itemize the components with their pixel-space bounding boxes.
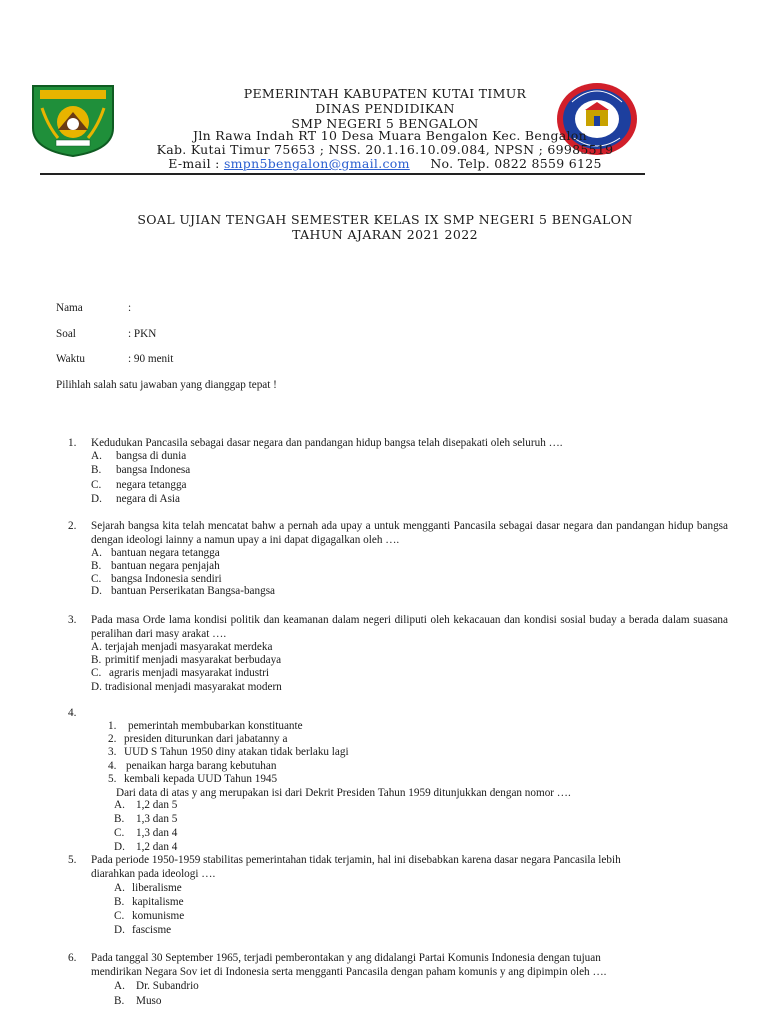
option	[91, 681, 282, 695]
option	[91, 450, 186, 464]
question-text: Dari data di atas y ang merupakan isi dari Dekrit Presiden Tahun 1959 ditunjukkan dengan nomor ….	[116, 787, 571, 799]
soal-value: : PKN	[128, 328, 157, 340]
option: D. 1,2 dan 4	[114, 841, 178, 853]
nama-label: Nama	[56, 302, 83, 314]
option	[91, 493, 180, 507]
waktu-value: : 90 menit	[128, 353, 174, 365]
header-school: SMP NEGERI 5 BENGALON	[291, 116, 479, 131]
waktu-label: Waktu	[56, 353, 85, 365]
option-text: bantuan Perserikatan Bangsa-bangsa	[111, 585, 276, 597]
question-text-cont: mendirikan Negara Sov iet di Indonesia serta mengganti Pancasila dengan paham komunis y ang dipimpin oleh ….	[91, 966, 607, 978]
option	[91, 585, 275, 599]
list-item: 3. UUD S Tahun 1950 diny atakan tidak berlaku lagi	[108, 746, 349, 758]
option-letter: C.	[91, 667, 102, 679]
instruction: Pilihlah salah satu jawaban yang dianggap tepat !	[56, 379, 277, 391]
header-department: DINAS PENDIDIKAN	[315, 101, 455, 116]
option-letter: D.	[91, 585, 102, 597]
option: B. 1,3 dan 5	[114, 813, 178, 825]
option	[91, 654, 281, 668]
header-government: PEMERINTAH KABUPATEN KUTAI TIMUR	[243, 86, 527, 101]
question-text-cont: diarahkan pada ideologi ….	[91, 868, 216, 880]
option-text: bantuan negara tetangga	[111, 547, 220, 559]
email-label: E-mail :	[168, 156, 220, 171]
exam-title: SOAL UJIAN TENGAH SEMESTER KELAS IX SMP NEGERI 5 BENGALON	[137, 212, 633, 227]
list-item: 2. presiden diturunkan dari jabatanny a	[108, 733, 288, 745]
kutai-timur-logo	[28, 78, 118, 158]
question-number: 4.	[68, 707, 77, 719]
option-letter: A.	[91, 547, 102, 559]
option	[91, 464, 190, 478]
phone-number: No. Telp. 0822 8559 6125	[430, 156, 602, 171]
option: B. Muso	[114, 995, 162, 1007]
option: B. kapitalisme	[114, 896, 184, 908]
option: C. 1,3 dan 4	[114, 827, 178, 839]
option-text: negara tetangga	[116, 479, 187, 491]
list-item: 4. penaikan harga barang kebutuhan	[108, 760, 277, 772]
question-text: Pada tanggal 30 September 1965, terjadi pemberontakan y ang didalangi Partai Komunis Indonesia dengan tujuan	[91, 952, 601, 964]
option-letter: D.	[91, 493, 102, 505]
question-number: 2.	[68, 520, 77, 532]
option-letter: B.	[91, 560, 102, 572]
option	[91, 667, 269, 681]
email-link[interactable]: smpn5bengalon@gmail.com	[223, 156, 410, 171]
option	[91, 479, 187, 493]
list-item: 5. kembali kepada UUD Tahun 1945	[108, 773, 278, 785]
option-letter: C.	[91, 479, 102, 491]
option-letter: A.	[91, 641, 102, 653]
header-contact	[150, 156, 620, 171]
header-kab: Kab. Kutai Timur 75653 ; NSS. 20.1.16.10.09.084, NPSN ; 69985519	[156, 142, 614, 157]
question-number: 5.	[68, 854, 77, 866]
option: A. Dr. Subandrio	[114, 980, 199, 992]
question-number: 1.	[68, 437, 77, 449]
option: D. fascisme	[114, 924, 172, 936]
option-text: bangsa Indonesa	[116, 464, 191, 476]
question-number: 6.	[68, 952, 77, 964]
option-text: bangsa Indonesia sendiri	[111, 573, 222, 585]
question-number: 3.	[68, 614, 77, 626]
option-text: bangsa di dunia	[116, 450, 187, 462]
exam-year: TAHUN AJARAN 2021 2022	[292, 227, 478, 242]
question-text: Kedudukan Pancasila sebagai dasar negara dan pandangan hidup bangsa telah disepakati oleh seluruh ….	[91, 437, 563, 449]
question-text: Pada periode 1950-1959 stabilitas pemerintahan tidak terjamin, hal ini disebabkan karena dasar negara Pancasila lebih	[91, 854, 621, 866]
option-text: agraris menjadi masyarakat industri	[109, 667, 269, 679]
option-text: terjajah menjadi masyarakat merdeka	[105, 641, 273, 653]
option-letter: A.	[91, 450, 102, 462]
header-divider	[40, 173, 645, 175]
question-text: Pada masa Orde lama kondisi politik dan keamanan dalam negeri diliputi oleh kekacauan dan kondisi sosial buday a berada dalam suasana peralihan dari masy arakat ….	[91, 614, 728, 640]
option: A. 1,2 dan 5	[114, 799, 178, 811]
option-letter: B.	[91, 464, 102, 476]
option: C. komunisme	[114, 910, 185, 922]
option	[91, 641, 272, 655]
option-text: primitif menjadi masyarakat berbudaya	[105, 654, 282, 666]
option-letter: B.	[91, 654, 102, 666]
option	[91, 560, 220, 574]
soal-label: Soal	[56, 328, 76, 340]
option-letter: C.	[91, 573, 102, 585]
option-text: tradisional menjadi masyarakat modern	[105, 681, 282, 693]
option-text: negara di Asia	[116, 493, 180, 505]
question-text: Sejarah bangsa kita telah mencatat bahw a pernah ada upay a untuk mengganti Pancasila sebagai dasar negara dan pandangan hidup bangsa dengan ideologi lainny a namun upay a ini dapat digagalkan oleh ….	[91, 520, 728, 546]
option-letter: D.	[91, 681, 102, 693]
header-address: Jln Rawa Indah RT 10 Desa Muara Bengalon Kec. Bengalon	[193, 128, 587, 143]
nama-value: :	[128, 302, 132, 314]
option-text: bantuan negara penjajah	[111, 560, 220, 572]
option: A. liberalisme	[114, 882, 182, 894]
option	[91, 547, 220, 561]
list-item: 1. pemerintah membubarkan konstituante	[108, 720, 303, 732]
